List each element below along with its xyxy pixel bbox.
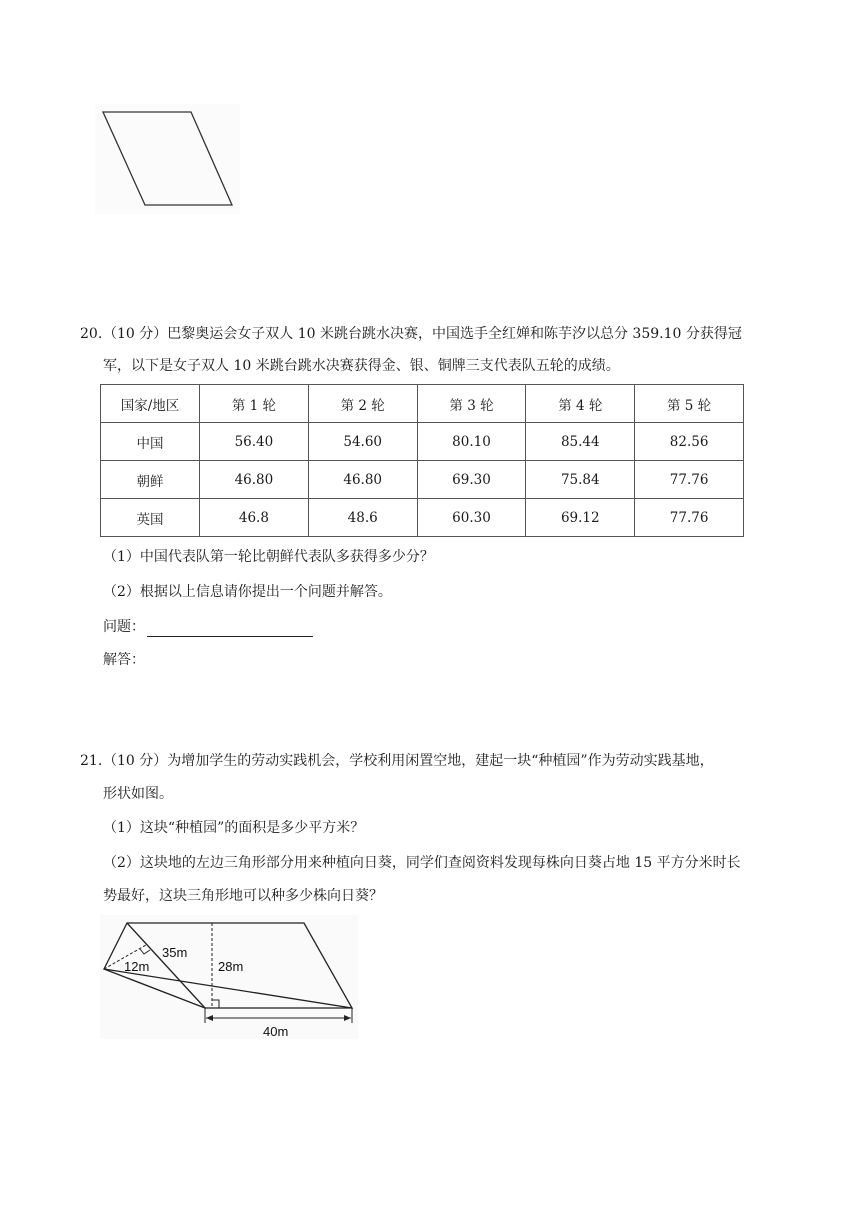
- table-row: [101, 499, 744, 537]
- garden-figure: [100, 915, 358, 1039]
- table-header-row: [101, 385, 744, 423]
- table-cell: 54.60: [308, 423, 417, 461]
- header-cell: 第 5 轮: [635, 385, 744, 423]
- table-cell: 56.40: [200, 423, 309, 461]
- table-cell: 60.30: [417, 499, 526, 537]
- q20-number: 20.: [80, 326, 103, 342]
- q21-number: 21.: [80, 753, 103, 769]
- question-label: 问题：: [103, 619, 145, 635]
- scores-table: [100, 384, 744, 537]
- answer-blank[interactable]: [147, 622, 313, 637]
- q21-sub1: （1）这块“种植园”的面积是多少平方米？: [103, 820, 365, 836]
- table-cell: 46.8: [200, 499, 309, 537]
- q21-sub2-line2: 势最好，这块三角形地可以种多少株向日葵？: [103, 888, 383, 904]
- table-row: [101, 423, 744, 461]
- label-28m: 28m: [218, 959, 244, 974]
- q21-sub2-line1: （2）这块地的左边三角形部分用来种植向日葵，同学们查阅资料发现每株向日葵占地 15 平方分米时长: [103, 855, 741, 871]
- table-cell: 80.10: [417, 423, 526, 461]
- header-cell: 国家/地区: [101, 385, 200, 423]
- table-cell: 77.76: [635, 499, 744, 537]
- table-cell: 69.30: [417, 461, 526, 499]
- q20-text-line2: 军，以下是女子双人 10 米跳台跳水决赛获得金、银、铜牌三支代表队五轮的成绩。: [103, 358, 620, 374]
- table-cell: 46.80: [200, 461, 309, 499]
- header-cell: 第 4 轮: [526, 385, 635, 423]
- parallelogram-figure: [95, 104, 240, 214]
- label-35m: 35m: [162, 945, 188, 960]
- q20-sub2: （2）根据以上信息请你提出一个问题并解答。: [103, 584, 392, 600]
- table-cell: 英国: [101, 499, 200, 537]
- q21-text-line1: （10 分）为增加学生的劳动实践机会，学校利用闲置空地，建起一块“种植园”作为劳动实践基地，: [103, 753, 714, 769]
- table-cell: 85.44: [526, 423, 635, 461]
- table-row: [101, 461, 744, 499]
- table-cell: 中国: [101, 423, 200, 461]
- q20-answer-label: 解答：: [103, 652, 145, 668]
- q20-text-line1: （10 分）巴黎奥运会女子双人 10 米跳台跳水决赛，中国选手全红婵和陈芋汐以总分 359.10 分获得冠: [103, 326, 742, 342]
- header-cell: 第 3 轮: [417, 385, 526, 423]
- label-12m: 12m: [124, 959, 150, 974]
- table-cell: 75.84: [526, 461, 635, 499]
- q20-question-line: [103, 617, 313, 637]
- label-40m: 40m: [263, 1024, 289, 1039]
- table-cell: 46.80: [308, 461, 417, 499]
- q21-text-line2: 形状如图。: [103, 786, 173, 802]
- table-cell: 82.56: [635, 423, 744, 461]
- table-cell: 69.12: [526, 499, 635, 537]
- q20-sub1: （1）中国代表队第一轮比朝鲜代表队多获得多少分？: [103, 549, 434, 565]
- table-cell: 48.6: [308, 499, 417, 537]
- table-cell: 77.76: [635, 461, 744, 499]
- table-cell: 朝鲜: [101, 461, 200, 499]
- header-cell: 第 1 轮: [200, 385, 309, 423]
- header-cell: 第 2 轮: [308, 385, 417, 423]
